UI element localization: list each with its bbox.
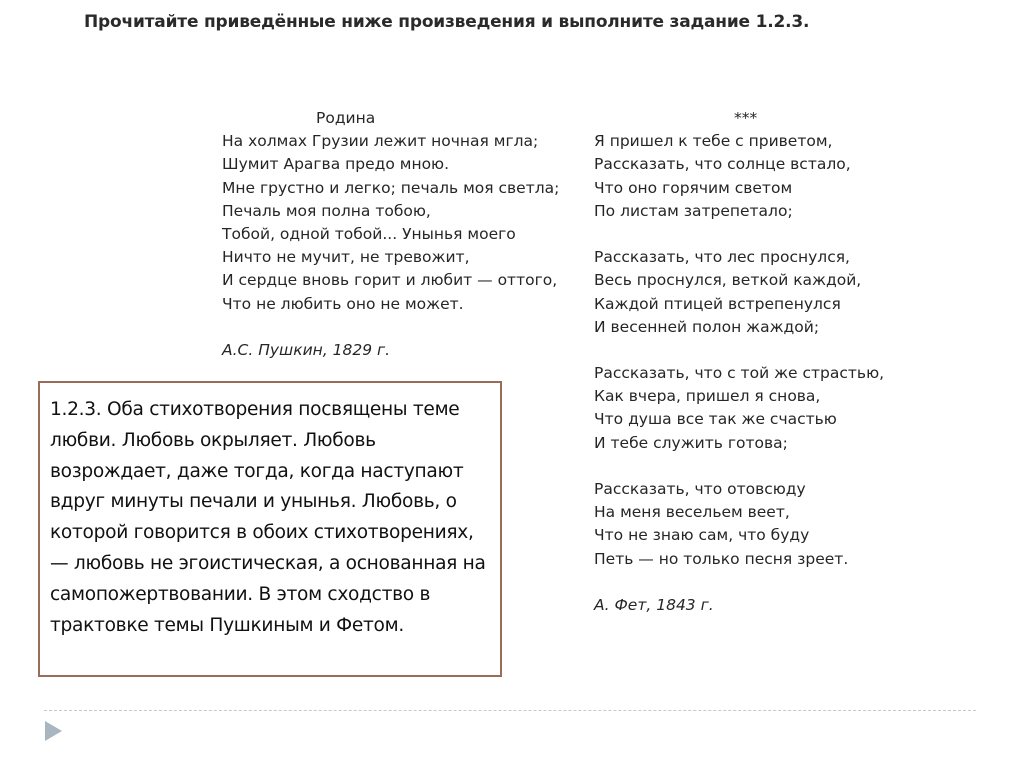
- poem-author: А.С. Пушкин, 1829 г.: [222, 340, 391, 359]
- poem-line: Шумит Арагва предо мною.: [222, 155, 450, 174]
- task-title: Прочитайте приведённые ниже произведения и выполните задание 1.2.3.: [84, 12, 810, 32]
- next-slide-arrow-icon[interactable]: [45, 721, 62, 741]
- poem-line: Я пришел к тебе с приветом,: [594, 132, 833, 151]
- poem-fet: [594, 107, 914, 617]
- poem-line: Тобой, одной тобой... Унынья моего: [222, 224, 516, 243]
- poem-line: Ничто не мучит, не тревожит,: [222, 248, 470, 267]
- poem-line: Что не знаю сам, что буду: [594, 526, 810, 545]
- poem-line: Что не любить оно не может.: [222, 294, 464, 313]
- poem-line: Петь — но только песня зреет.: [594, 549, 849, 568]
- answer-text: 1.2.3. Оба стихотворения посвящены теме любви. Любовь окрыляет. Любовь возрождает, даже тогда, когда наступают вдруг минуты печали и унынья. Любовь, о которой говорится в обоих стихотворениях, — любовь не эгоистическая, а основанная на самопожертвовании. В этом сходство в трактовке темы Пушкиным и Фетом.: [50, 399, 486, 636]
- poem-line: Рассказать, что с той же страстью,: [594, 364, 885, 383]
- poem-line: Весь проснулся, веткой каждой,: [594, 271, 862, 290]
- poem-title: ***: [734, 109, 758, 127]
- poem-line: Рассказать, что лес проснулся,: [594, 248, 850, 267]
- poem-line: И сердце вновь горит и любит — оттого,: [222, 271, 558, 290]
- poem-line: По листам затрепетало;: [594, 201, 793, 220]
- stanza-gap: [594, 455, 914, 478]
- poem-rodina: [222, 107, 562, 362]
- poem-line: Что душа все так же счастью: [594, 410, 837, 429]
- stanza-gap: [594, 223, 914, 246]
- stanza-gap: [594, 339, 914, 362]
- poem-line: Как вчера, пришел я снова,: [594, 387, 821, 406]
- poem-author: А. Фет, 1843 г.: [594, 595, 714, 614]
- poem-line: Рассказать, что отовсюду: [594, 480, 806, 498]
- poem-line: И весенней полон жаждой;: [594, 317, 820, 336]
- poem-line: Что оно горячим светом: [594, 178, 793, 197]
- slide-divider: [44, 710, 976, 711]
- poem-line: Каждой птицей встрепенулся: [594, 294, 841, 313]
- poem-line: И тебе служить готова;: [594, 433, 788, 452]
- poem-line: На холмах Грузии лежит ночная мгла;: [222, 132, 539, 151]
- poem-line: Мне грустно и легко; печаль моя светла;: [222, 178, 560, 197]
- poem-line: Печаль моя полна тобою,: [222, 201, 431, 220]
- poem-line: Рассказать, что солнце встало,: [594, 155, 851, 174]
- poem-title: Родина: [316, 109, 376, 127]
- answer-box: [38, 381, 502, 677]
- poem-line: На меня весельем веет,: [594, 503, 790, 522]
